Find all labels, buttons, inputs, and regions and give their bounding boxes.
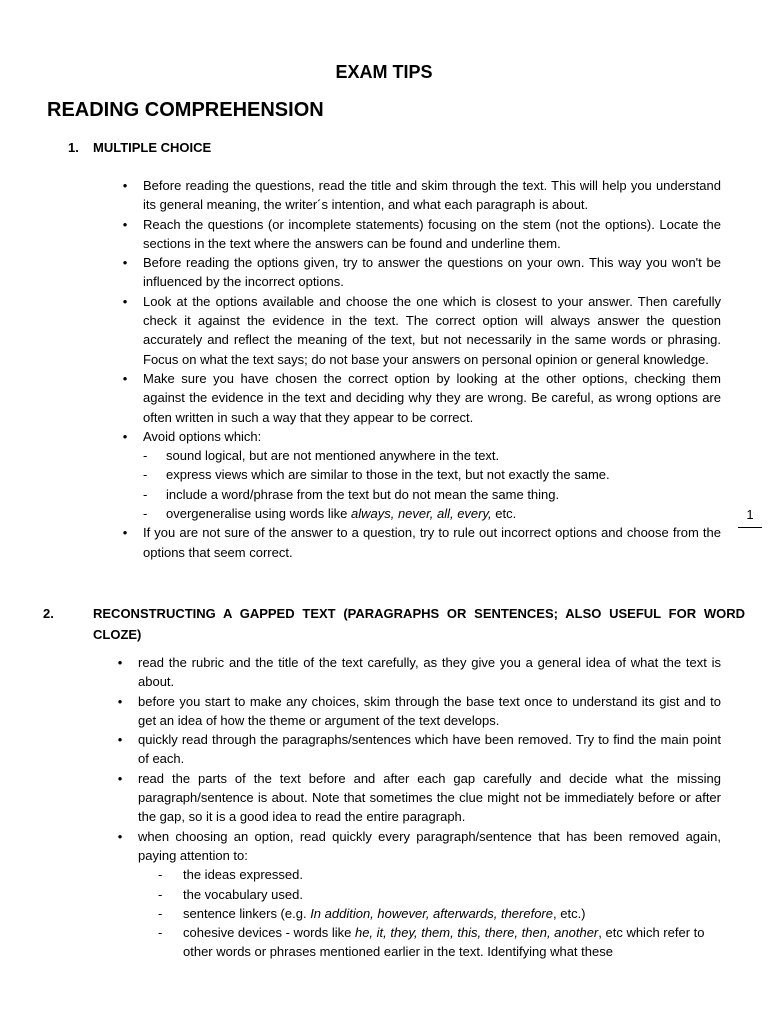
avoid-sublist [143, 446, 721, 523]
list-item-text: Reach the questions (or incomplete statements) focusing on the stem (not the options). Locate the sections in the text where the answers can be found and underline them. [143, 216, 721, 251]
sub-item-text: sentence linkers (e.g. [183, 905, 311, 921]
sub-item [138, 923, 721, 962]
bullet-icon: • [122, 428, 128, 444]
list-item [122, 369, 721, 427]
list-item-text: Before reading the questions, read the title and skim through the text. This will help you understand its general meaning, the writer´s intention, and what each paragraph is about. [143, 178, 721, 213]
sub-item [143, 485, 721, 504]
list-item-text: before you start to make any choices, skim through the base text once to understand its gist and to get an idea of how the theme or argument of the text develops. [138, 693, 721, 728]
sub-item [143, 504, 721, 523]
list-item [117, 730, 721, 769]
list-item [122, 292, 721, 369]
page-number-rule [738, 527, 762, 528]
sub-item [143, 465, 721, 484]
list-item [122, 176, 721, 215]
section-1-label: MULTIPLE CHOICE [93, 140, 212, 155]
sub-item-italic: In addition, however, afterwards, therefore [310, 905, 553, 921]
list-item-text: read the rubric and the title of the text carefully, as they give you a general idea of what the text is about. [138, 655, 721, 690]
section-1-number: 1. [68, 140, 79, 155]
dash-icon: - [143, 506, 148, 522]
sub-item-text: sound logical, but are not mentioned anywhere in the text. [166, 448, 500, 464]
bullet-icon: • [117, 655, 123, 670]
list-item [122, 253, 721, 292]
sub-item-italic: he, it, they, them, this, there, then, another [354, 925, 599, 941]
sub-item-text: cohesive devices - words like [183, 925, 355, 941]
section-2-title [43, 603, 745, 645]
list-item-text: Make sure you have chosen the correct option by looking at the other options, checking them against the evidence in the text and deciding why they are wrong. Be careful, as wrong options are often written in such a way that they appear to be correct. [143, 370, 721, 425]
avoid-label: Avoid options which: [143, 428, 262, 444]
list-item [122, 215, 721, 254]
sub-item-text: etc. [491, 506, 517, 522]
list-item [122, 427, 721, 523]
bullet-icon: • [122, 293, 128, 309]
list-item-text: Look at the options available and choose the one which is closest to your answer. Then carefully check it against the evidence in the text. The correct option will always answer the question accurately and reflect the meaning of the text, but not necessarily in the same words or phrasing. Focus on what the text says; do not base your answers on personal opinion or general knowledge. [143, 293, 721, 367]
list-item-text: Before reading the options given, try to answer the questions on your own. This way you won't be influenced by the incorrect options. [143, 255, 721, 290]
sub-item [138, 885, 721, 904]
sub-item-text: include a word/phrase from the text but do not mean the same thing. [166, 486, 560, 502]
list-item-text: quickly read through the paragraphs/sentences which have been removed. Try to find the main point of each. [138, 732, 721, 767]
section-2-label: RECONSTRUCTING A GAPPED TEXT (PARAGRAPHS OR SENTENCES; ALSO USEFUL FOR WORD CLOZE) [93, 606, 745, 642]
bullet-icon: • [122, 178, 128, 193]
list-item-text: read the parts of the text before and after each gap carefully and decide what the missing paragraph/sentence is about. Note that sometimes the clue might not be immediately before or after the gap, so it is a good idea to read the entire paragraph. [138, 770, 721, 825]
dash-icon: - [158, 886, 163, 902]
sub-item-italic: always, never, all, every, [350, 506, 492, 522]
sub-item [143, 446, 721, 465]
bullet-icon: • [122, 255, 128, 271]
sub-item [138, 904, 721, 923]
doc-title: EXAM TIPS [335, 62, 433, 82]
sub-item-text: , etc.) [553, 905, 586, 921]
sub-item-text: the vocabulary used. [183, 886, 303, 902]
dash-icon: - [143, 467, 148, 483]
bullet-icon: • [122, 370, 128, 386]
bullet-icon: • [122, 216, 128, 232]
bullet-icon: • [117, 828, 123, 844]
bullet-icon: • [117, 693, 123, 709]
section-2-number: 2. [43, 606, 54, 621]
sub-item [138, 865, 721, 884]
page-number: 1 [746, 507, 754, 522]
bullet-icon: • [117, 732, 123, 748]
dash-icon: - [143, 448, 148, 464]
dash-icon: - [158, 867, 163, 883]
section-1-list [122, 176, 721, 562]
list-item [117, 692, 721, 731]
sub-item-text: , etc which refer to other words or phrases mentioned earlier in the text. Identifying what these [183, 925, 705, 960]
dash-icon: - [158, 905, 163, 921]
bullet-icon: • [122, 525, 128, 541]
sub-item-text: the ideas expressed. [183, 867, 303, 883]
sub-item-text: overgeneralise using words like [166, 506, 351, 522]
attend-sublist [138, 865, 721, 961]
section-heading: READING COMPREHENSION [47, 99, 324, 121]
list-item [122, 523, 721, 562]
section-1-title [68, 137, 211, 158]
dash-icon: - [158, 925, 163, 941]
list-item-text: If you are not sure of the answer to a question, try to rule out incorrect options and choose from the options that seem correct. [143, 525, 721, 560]
list-item [117, 653, 721, 692]
choosing-label: when choosing an option, read quickly every paragraph/sentence that has been removed again, paying attention to: [138, 828, 721, 863]
list-item [117, 827, 721, 962]
dash-icon: - [143, 486, 148, 502]
list-item [117, 769, 721, 827]
section-2-list [117, 653, 721, 962]
bullet-icon: • [117, 770, 123, 786]
sub-item-text: express views which are similar to those in the text, but not exactly the same. [166, 467, 610, 483]
